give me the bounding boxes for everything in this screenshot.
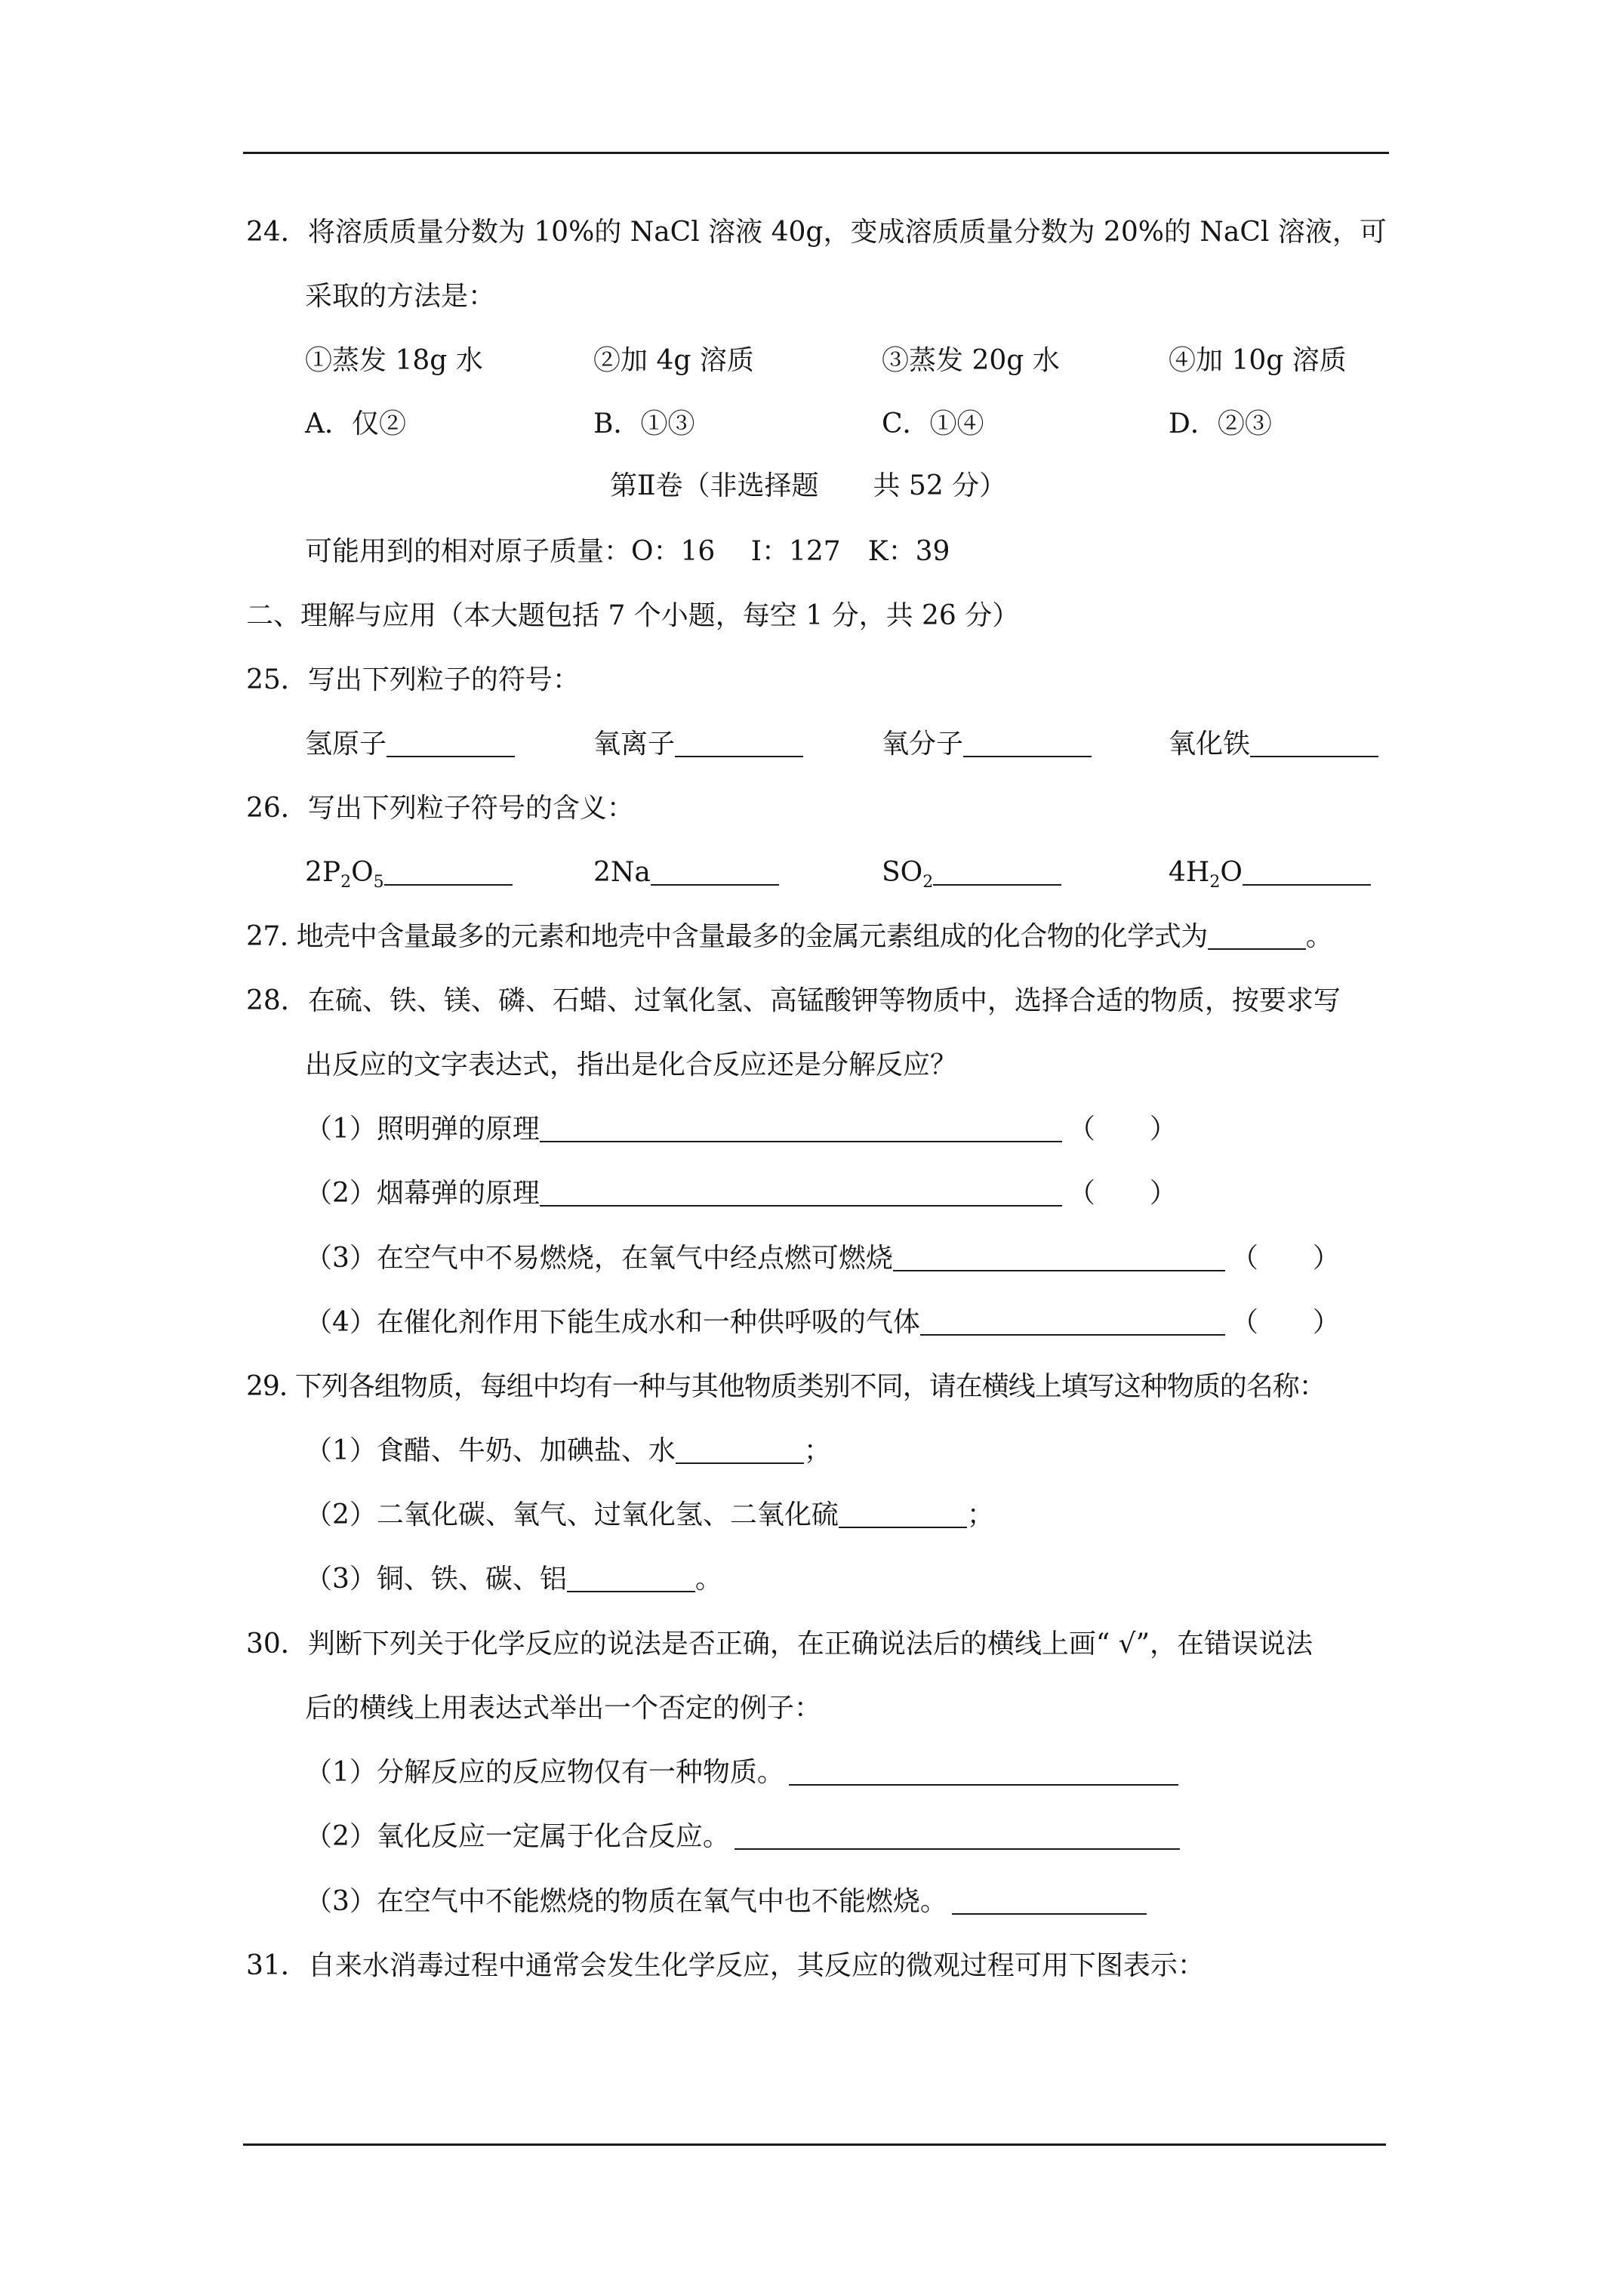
q28-item-4-label: （4）在催化剂作用下能生成水和一种供呼吸的气体 xyxy=(305,1307,920,1338)
punct: ； xyxy=(966,1499,994,1530)
q27-end: 。 xyxy=(1305,921,1333,952)
q26-number: 26． xyxy=(246,793,308,824)
formula-subscript: 2 xyxy=(1209,873,1221,892)
q28-text-line1: 在硫、铁、镁、磷、石蜡、过氧化氢、高锰酸钾等物质中，选择合适的物质，按要求写 xyxy=(307,985,1341,1016)
answer-blank[interactable] xyxy=(1250,729,1378,757)
answer-blank[interactable] xyxy=(893,1243,1225,1271)
q26-item-4 xyxy=(1169,855,1371,891)
footer-rule xyxy=(243,2143,1386,2146)
q30-line1 xyxy=(246,1626,1313,1663)
q28-item-3 xyxy=(305,1240,1340,1277)
answer-blank[interactable] xyxy=(540,1178,1062,1207)
q29-item-2-label: （2）二氧化碳、氧气、过氧化氢、二氧化硫 xyxy=(305,1499,839,1530)
q28-item-1-label: （1）照明弹的原理 xyxy=(305,1114,540,1145)
q30-text-line1: 判断下列关于化学反应的说法是否正确，在正确说法后的横线上画“ √”，在错误说法 xyxy=(307,1629,1313,1660)
q30-text-line2: 后的横线上用表达式举出一个否定的例子： xyxy=(305,1693,822,1724)
q28-item-4 xyxy=(305,1305,1340,1341)
q28-item-3-label: （3）在空气中不易燃烧，在氧气中经点燃可燃烧 xyxy=(305,1243,893,1274)
section2-heading: 二、理解与应用（本大题包括 7 个小题，每空 1 分，共 26 分） xyxy=(246,600,1020,631)
punct: ； xyxy=(803,1435,831,1466)
reaction-type-paren[interactable]: （ ） xyxy=(1230,1243,1340,1274)
formula-part: 4H xyxy=(1169,857,1210,888)
answer-blank[interactable] xyxy=(933,857,1061,886)
q24-text-line2: 采取的方法是： xyxy=(305,281,496,312)
formula-subscript: 5 xyxy=(373,873,384,892)
answer-blank[interactable] xyxy=(540,1114,1062,1142)
q29-item-3-label: （3）铜、铁、碳、铝 xyxy=(305,1564,567,1595)
q31-text: 自来水消毒过程中通常会发生化学反应，其反应的微观过程可用下图表示： xyxy=(307,1950,1205,1981)
reaction-type-paren[interactable]: （ ） xyxy=(1230,1307,1340,1338)
q25-item-3 xyxy=(882,726,1092,763)
q25-item-3-label: 氧分子 xyxy=(882,729,964,760)
header-rule xyxy=(243,152,1389,154)
answer-blank[interactable] xyxy=(735,1821,1180,1850)
q31-line xyxy=(246,1948,1205,1984)
q30-item-3-label: （3）在空气中不能燃烧的物质在氧气中也不能燃烧。 xyxy=(305,1886,947,1917)
atomic-masses: 可能用到的相对原子质量：O：16 I：127 K：39 xyxy=(305,536,950,567)
q24-line1 xyxy=(246,214,1387,251)
reaction-type-paren[interactable]: （ ） xyxy=(1067,1178,1177,1209)
formula-part: O xyxy=(351,857,374,888)
q24-option-a: A．仅② xyxy=(305,408,406,439)
q31-number: 31． xyxy=(246,1950,308,1981)
q25-item-4 xyxy=(1169,726,1378,763)
q30-item-1-label: （1）分解反应的反应物仅有一种物质。 xyxy=(305,1757,784,1788)
formula-subscript: 2 xyxy=(922,873,934,892)
q28-item-1 xyxy=(305,1111,1177,1148)
q28-number: 28． xyxy=(246,985,308,1016)
q25-item-4-label: 氧化铁 xyxy=(1169,729,1251,760)
answer-blank[interactable] xyxy=(567,1564,695,1592)
q24-option-b: B．①③ xyxy=(593,408,695,439)
q27-line xyxy=(246,919,1332,955)
answer-blank[interactable] xyxy=(963,729,1092,757)
q28-item-2 xyxy=(305,1176,1177,1212)
q29-item-3 xyxy=(305,1561,722,1598)
q24-item-3: ③蒸发 20g 水 xyxy=(882,345,1060,376)
q25-line xyxy=(246,662,580,698)
formula-part: 2P xyxy=(305,857,341,888)
q26-item-2 xyxy=(593,855,779,891)
answer-blank[interactable] xyxy=(1243,857,1371,886)
formula-part: 2Na xyxy=(593,857,651,888)
q30-item-2-label: （2）氧化反应一定属于化合反应。 xyxy=(305,1821,730,1852)
q24-item-4: ④加 10g 溶质 xyxy=(1169,345,1347,376)
q25-item-2 xyxy=(593,726,803,763)
q25-item-1 xyxy=(305,726,515,763)
answer-blank[interactable] xyxy=(387,729,515,757)
q25-number: 25． xyxy=(246,664,308,695)
q25-text: 写出下列粒子的符号： xyxy=(307,664,580,695)
q24-item-1: ①蒸发 18g 水 xyxy=(305,345,483,376)
q30-item-1 xyxy=(305,1755,1178,1791)
q24-option-c: C．①④ xyxy=(882,408,984,439)
q25-item-1-label: 氢原子 xyxy=(305,729,387,760)
q29-text: 29. 下列各组物质，每组中均有一种与其他物质类别不同，请在横线上填写这种物质的名称： xyxy=(246,1371,1326,1402)
formula-part: O xyxy=(1220,857,1243,888)
q26-text: 写出下列粒子符号的含义： xyxy=(307,793,634,824)
q24-text-line1: 将溶质质量分数为 10%的 NaCl 溶液 40g，变成溶质质量分数为 20%的 NaCl 溶液，可 xyxy=(307,217,1387,248)
q26-line xyxy=(246,791,634,827)
answer-blank[interactable] xyxy=(920,1307,1225,1336)
q24-item-2: ②加 4g 溶质 xyxy=(593,345,754,376)
answer-blank[interactable] xyxy=(952,1886,1147,1915)
q27-text: 27. 地壳中含量最多的元素和地壳中含量最多的金属元素组成的化合物的化学式为 xyxy=(246,921,1208,952)
answer-blank[interactable] xyxy=(675,729,803,757)
q26-item-1 xyxy=(305,855,513,891)
answer-blank[interactable] xyxy=(1208,921,1306,950)
q30-item-2 xyxy=(305,1819,1180,1855)
punct: 。 xyxy=(694,1564,722,1595)
q24-number: 24． xyxy=(246,217,308,248)
q30-item-3 xyxy=(305,1884,1147,1920)
answer-blank[interactable] xyxy=(676,1435,804,1464)
answer-blank[interactable] xyxy=(384,857,513,886)
q25-item-2-label: 氧离子 xyxy=(593,729,676,760)
answer-blank[interactable] xyxy=(839,1499,967,1528)
q28-text-line2: 出反应的文字表达式，指出是化合反应还是分解反应？ xyxy=(305,1049,958,1080)
answer-blank[interactable] xyxy=(651,857,779,886)
formula-part: SO xyxy=(882,857,923,888)
q30-number: 30． xyxy=(246,1629,308,1660)
q24-option-d: D．②③ xyxy=(1169,408,1272,439)
q29-item-1 xyxy=(305,1433,831,1469)
q28-line1 xyxy=(246,983,1341,1019)
answer-blank[interactable] xyxy=(789,1757,1178,1786)
reaction-type-paren[interactable]: （ ） xyxy=(1067,1114,1177,1145)
q26-item-3 xyxy=(882,855,1061,891)
q29-item-2 xyxy=(305,1497,994,1533)
q28-item-2-label: （2）烟幕弹的原理 xyxy=(305,1178,540,1209)
part2-title: 第Ⅱ卷（非选择题 共 52 分） xyxy=(610,470,1007,501)
q29-item-1-label: （1）食醋、牛奶、加碘盐、水 xyxy=(305,1435,676,1466)
formula-subscript: 2 xyxy=(340,873,352,892)
